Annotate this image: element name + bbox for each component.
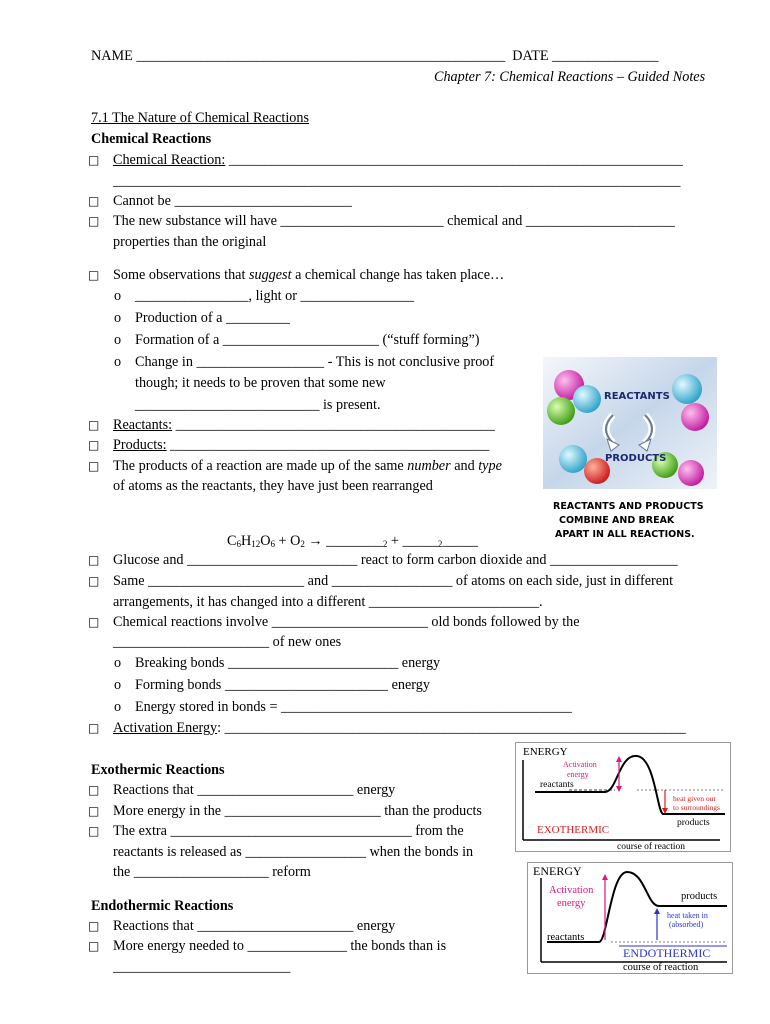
obs-item: Formation of a ______________________ (“stuff forming”) xyxy=(135,332,480,348)
new-substance-line: The new substance will have _______________________ chemical and _____________________ xyxy=(113,213,675,229)
sub-bullet-icon: o xyxy=(114,354,122,370)
activation-energy-label: Activation energy xyxy=(563,760,597,779)
bullet-icon: □ xyxy=(88,553,100,567)
observations-text: Some observations that xyxy=(113,267,249,283)
eq-sub: 2 xyxy=(382,539,388,549)
exo-line: reactants is released as _________________ when the bonds in xyxy=(113,844,474,860)
reactants-figure-label: REACTANTS xyxy=(604,391,670,402)
reactants-label: reactants xyxy=(547,932,585,943)
sub-bullet-icon: o xyxy=(114,677,122,693)
products-line xyxy=(113,436,489,454)
involve-line: Chemical reactions involve ______________________ old bonds followed by the xyxy=(113,614,580,630)
sub-bullet-icon: o xyxy=(114,310,122,326)
exo-line: More energy in the ______________________ than the products xyxy=(113,803,482,819)
bullet-icon: □ xyxy=(88,804,100,818)
magenta-atom xyxy=(678,460,704,486)
bullet-icon: □ xyxy=(88,459,100,473)
observations-text-end: a chemical change has taken place… xyxy=(291,267,505,283)
endothermic-diagram xyxy=(527,862,733,974)
bullet-icon: □ xyxy=(88,194,100,208)
energy-axis-label: ENERGY xyxy=(523,746,568,758)
obs-item: Change in __________________ - This is not conclusive proof xyxy=(135,354,495,370)
sub-bullet-icon: o xyxy=(114,332,122,348)
eq-plus-o: + O xyxy=(274,533,301,549)
reactants-line xyxy=(113,416,495,434)
course-label: course of reaction xyxy=(617,842,686,852)
endothermic-heading: Endothermic Reactions xyxy=(91,898,234,914)
products-made-line xyxy=(113,457,502,475)
bullet-icon: □ xyxy=(88,721,100,735)
chapter-subtitle: Chapter 7: Chemical Reactions – Guided Notes xyxy=(434,69,706,85)
heat-label: heat taken in (absorbed) xyxy=(667,911,708,929)
endo-line: Reactions that ______________________ energy xyxy=(113,918,396,934)
sub-bullet-icon: o xyxy=(114,655,122,671)
bullet-icon: □ xyxy=(88,438,100,452)
involve-line2: ______________________ of new ones xyxy=(113,634,342,650)
sub-bullet-icon: o xyxy=(114,699,122,715)
endo-line: _________________________ xyxy=(113,959,291,975)
eq-tail: _____ xyxy=(442,533,478,549)
endo-line: More energy needed to ______________ the bonds than is xyxy=(113,938,447,954)
green-atom xyxy=(547,397,575,425)
eq-o: O xyxy=(260,533,271,549)
magenta-atom xyxy=(681,403,709,431)
bullet-icon: □ xyxy=(88,574,100,588)
products-made-em2: type xyxy=(478,458,502,474)
products-label: products xyxy=(677,818,710,828)
bullet-icon: □ xyxy=(88,615,100,629)
bullet-icon: □ xyxy=(88,919,100,933)
products-label: products xyxy=(681,891,718,902)
products-made-em1: number xyxy=(407,458,451,474)
chem-reaction-label: Chemical Reaction: xyxy=(113,152,226,168)
bullet-icon: □ xyxy=(88,214,100,228)
course-label: course of reaction xyxy=(623,962,699,973)
new-substance-line2: properties than the original xyxy=(113,234,267,250)
eq-c: C xyxy=(227,533,237,549)
exothermic-heading: Exothermic Reactions xyxy=(91,762,225,778)
obs-item: ________________, light or ________________ xyxy=(135,288,415,304)
obs-item: Production of a _________ xyxy=(135,310,290,326)
same-line2: arrangements, it has changed into a different ________________________. xyxy=(113,594,543,610)
figure-caption-1: REACTANTS AND PRODUCTS xyxy=(553,501,704,512)
exo-line: the ___________________ reform xyxy=(113,864,311,880)
eq-plus: + _____ xyxy=(387,533,438,549)
products-made-line2: of atoms as the reactants, they have just been rearranged xyxy=(113,478,433,494)
bullet-icon: □ xyxy=(88,153,100,167)
reactants-label: Reactants: xyxy=(113,417,173,433)
cannot-be-line: Cannot be _________________________ xyxy=(113,193,352,209)
sub-bullet-icon: o xyxy=(114,288,122,304)
products-label: Products: xyxy=(113,437,167,453)
bullet-icon: □ xyxy=(88,939,100,953)
glucose-equation xyxy=(227,532,478,553)
cyan-atom xyxy=(672,374,702,404)
obs-continuation2: __________________________ is present. xyxy=(135,397,381,413)
activation-line xyxy=(113,719,686,737)
figure-caption-3: APART IN ALL REACTIONS. xyxy=(555,529,695,540)
products-made-mid: and xyxy=(450,458,479,474)
heat-label: heat given out to surroundings xyxy=(673,794,720,812)
bullet-icon: □ xyxy=(88,824,100,838)
name-date-line: NAME ____________________________________________________ DATE _______________ xyxy=(91,48,659,64)
glucose-line: Glucose and ________________________ react to form carbon dioxide and __________________ xyxy=(113,552,678,568)
activation-energy-label: Activation energy xyxy=(549,885,594,909)
bullet-icon: □ xyxy=(88,268,100,282)
products-made-text: The products of a reaction are made up of the same xyxy=(113,458,408,474)
obs-continuation: though; it needs to be proven that some new xyxy=(135,375,386,391)
figure-caption-2: COMBINE AND BREAK xyxy=(559,515,675,526)
activation-blank: : _________________________________________________________________ xyxy=(217,720,686,736)
reactants-blank: _____________________________________________ xyxy=(172,417,495,433)
products-figure-label: PRODUCTS xyxy=(605,453,667,464)
cyan-atom xyxy=(559,445,587,473)
eq-arrow: → ________ xyxy=(304,533,383,549)
eq-sub: 6 xyxy=(270,539,275,549)
exo-line: Reactions that ______________________ energy xyxy=(113,782,396,798)
eq-sub: 2 xyxy=(300,539,305,549)
cyan-atom xyxy=(573,385,601,413)
bond-item: Breaking bonds ________________________ energy xyxy=(135,655,441,671)
activation-label: Activation Energy xyxy=(113,720,218,736)
reactants-label: reactants xyxy=(540,780,574,790)
section-heading: 7.1 The Nature of Chemical Reactions xyxy=(91,110,310,126)
bullet-icon: □ xyxy=(88,783,100,797)
chem-reaction-line xyxy=(113,151,683,169)
chem-reaction-blank: ________________________________________________________________ xyxy=(225,152,683,168)
bond-item: Forming bonds _______________________ energy xyxy=(135,677,430,693)
endothermic-label: ENDOTHERMIC xyxy=(623,946,711,960)
products-blank: _____________________________________________ xyxy=(166,437,490,453)
eq-sub: 2 xyxy=(437,539,443,549)
eq-sub: 6 xyxy=(236,539,241,549)
exo-line: The extra __________________________________ from the xyxy=(113,823,464,839)
observations-line xyxy=(113,266,504,284)
exothermic-label: EXOTHERMIC xyxy=(537,824,610,836)
eq-h: H xyxy=(240,533,252,549)
bullet-icon: □ xyxy=(88,418,100,432)
chem-reaction-line2: ________________________________________________________________________________ xyxy=(113,173,681,189)
observations-emphasis: suggest xyxy=(248,267,292,283)
bond-item: Energy stored in bonds = _________________________________________ xyxy=(135,699,572,715)
chemical-reactions-heading: Chemical Reactions xyxy=(91,131,212,147)
same-line: Same ______________________ and _________________ of atoms on each side, just in different xyxy=(113,573,674,589)
energy-axis-label: ENERGY xyxy=(533,864,582,878)
exothermic-diagram xyxy=(515,742,731,852)
reactants-products-figure xyxy=(541,355,719,545)
eq-sub: 12 xyxy=(251,539,261,549)
